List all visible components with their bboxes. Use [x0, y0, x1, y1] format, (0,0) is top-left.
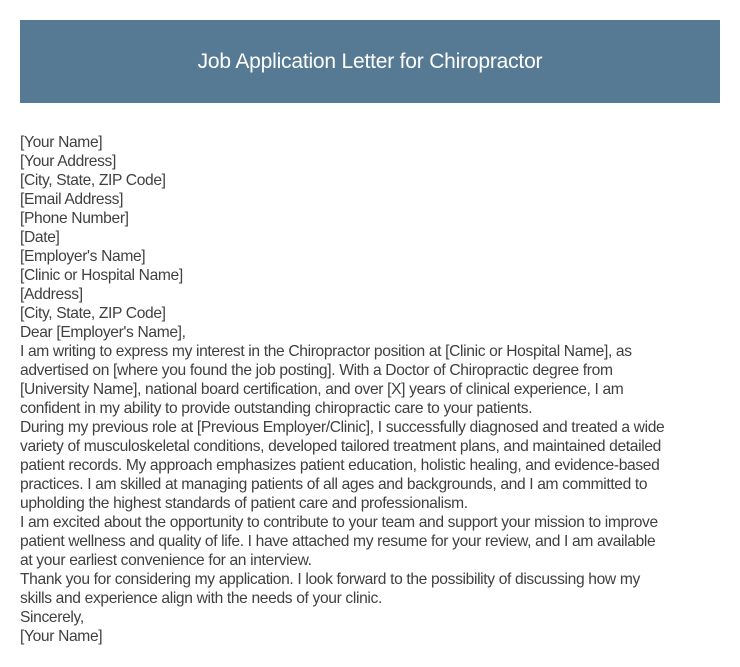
sender-block [20, 133, 730, 228]
paragraph-experience [20, 418, 730, 513]
paragraph-line: skills and experience align with the needs of your clinic. [20, 590, 382, 607]
paragraph-line: [University Name], national board certification, and over [X] years of clinical experience, I am [20, 381, 624, 398]
recipient-organization: [Clinic or Hospital Name] [20, 267, 183, 284]
paragraph-motivation [20, 513, 730, 570]
signature: [Your Name] [20, 628, 103, 645]
sender-city-state-zip: [City, State, ZIP Code] [20, 172, 166, 189]
closing: Sincerely, [20, 609, 84, 626]
paragraph-line: confident in my ability to provide outstanding chiropractic care to your patients. [20, 400, 533, 417]
recipient-city-state-zip: [City, State, ZIP Code] [20, 305, 166, 322]
salutation: Dear [Employer's Name], [20, 324, 186, 341]
page-title: Job Application Letter for Chiropractor [197, 49, 543, 73]
paragraph-line: I am excited about the opportunity to contribute to your team and support your mission to improve [20, 514, 658, 531]
recipient-address: [Address] [20, 286, 83, 303]
paragraph-line: practices. I am skilled at managing patients of all ages and backgrounds, and I am committed to [20, 476, 648, 493]
paragraph-thanks [20, 570, 730, 608]
recipient-block [20, 247, 730, 323]
paragraph-line: variety of musculoskeletal conditions, developed tailored treatment plans, and maintained detailed [20, 438, 661, 455]
paragraph-line: at your earliest convenience for an interview. [20, 552, 312, 569]
sender-name: [Your Name] [20, 134, 103, 151]
paragraph-intro [20, 342, 730, 418]
sender-email: [Email Address] [20, 191, 124, 208]
paragraph-line: patient wellness and quality of life. I have attached my resume for your review, and I am available [20, 533, 656, 550]
paragraph-line: I am writing to express my interest in the Chiropractor position at [Clinic or Hospital Name], as [20, 343, 632, 360]
letter-body [20, 133, 730, 646]
paragraph-line: advertised on [where you found the job posting]. With a Doctor of Chiropractic degree from [20, 362, 613, 379]
title-banner [20, 20, 720, 103]
paragraph-line: Thank you for considering my application. I look forward to the possibility of discussing how my [20, 571, 640, 588]
paragraph-line: During my previous role at [Previous Employer/Clinic], I successfully diagnosed and treated a wide [20, 419, 665, 436]
recipient-employer-name: [Employer's Name] [20, 248, 146, 265]
sender-address: [Your Address] [20, 153, 116, 170]
paragraph-line: upholding the highest standards of patient care and professionalism. [20, 495, 468, 512]
letter-date: [Date] [20, 229, 60, 246]
paragraph-line: patient records. My approach emphasizes patient education, holistic healing, and evidence-based [20, 457, 660, 474]
sender-phone: [Phone Number] [20, 210, 129, 227]
